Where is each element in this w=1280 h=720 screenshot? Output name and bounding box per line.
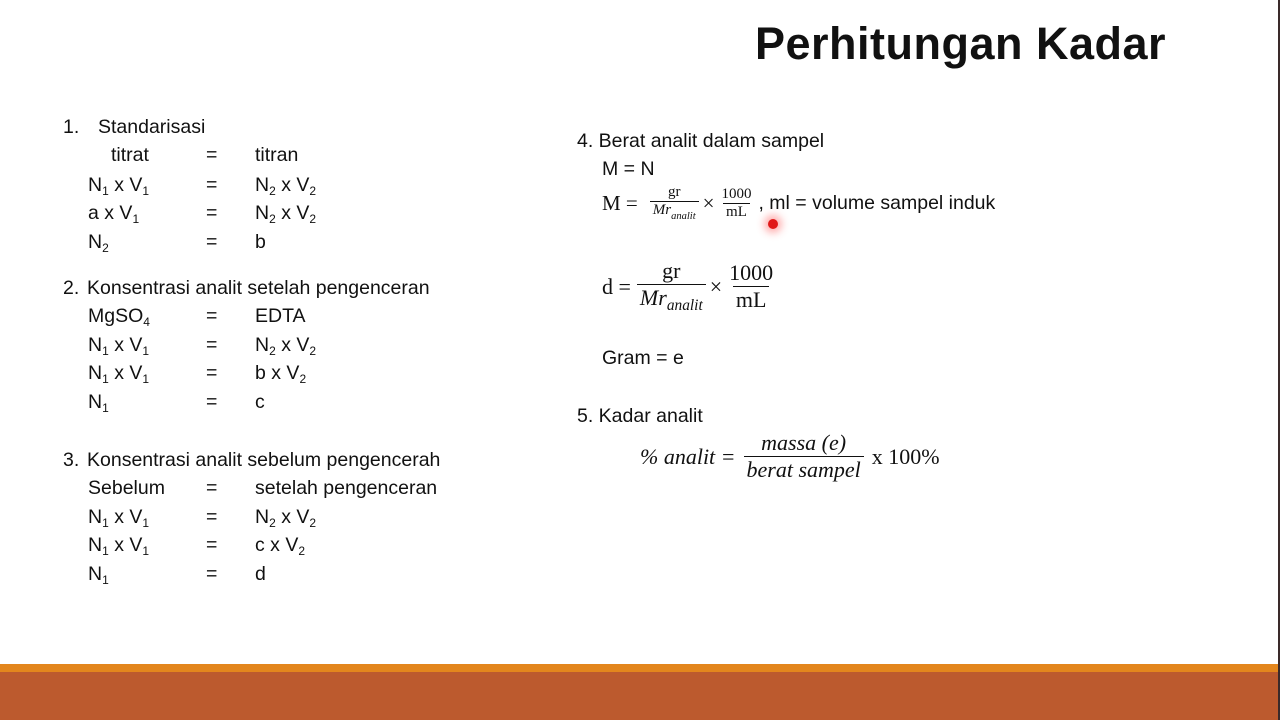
subscript: 2 xyxy=(269,183,276,198)
denominator: Mr xyxy=(639,285,667,310)
section-4-heading: 4. Berat analit dalam sampel xyxy=(577,130,825,152)
subscript: 1 xyxy=(142,515,150,530)
row-left: $N_1$ x $V_1$ xyxy=(88,173,150,198)
formula-note: , ml = volume sampel induk xyxy=(758,191,996,214)
equals-sign: = xyxy=(206,202,218,225)
subscript: 2 xyxy=(269,212,276,227)
equals-sign: = xyxy=(206,362,218,385)
equals-sign: = xyxy=(206,144,218,166)
row-left: Sebelum xyxy=(88,477,165,499)
equals-sign: = xyxy=(206,563,218,586)
row-right: titran xyxy=(255,144,299,166)
formula-kadar xyxy=(640,430,940,483)
row-left: $N_1$ xyxy=(88,563,109,588)
denominator: Mr xyxy=(652,202,672,218)
section-heading: Konsentrasi analit setelah pengenceran xyxy=(87,277,430,299)
denominator: mL xyxy=(733,286,770,313)
row-left: $N_1$ x $V_1$ xyxy=(88,534,150,559)
subscript: 1 xyxy=(142,372,150,387)
subscript: 2 xyxy=(309,183,317,198)
equals-sign: = xyxy=(206,173,218,196)
numerator: 1000 xyxy=(729,260,774,285)
subscript: 2 xyxy=(298,544,306,559)
numerator: 1000 xyxy=(721,185,752,202)
formula-lhs: d = xyxy=(602,273,631,299)
subscript: 1 xyxy=(102,544,109,559)
row-right: d xyxy=(255,563,266,586)
subscript: 2 xyxy=(309,343,317,358)
row-right: $N_2$ x $V_2$ xyxy=(255,333,317,358)
formula-lhs: % analit = xyxy=(640,443,736,469)
section-number: 3. xyxy=(63,449,80,471)
subscript: 1 xyxy=(102,183,109,198)
subscript: 1 xyxy=(142,343,150,358)
formula-lhs: M = xyxy=(602,190,638,215)
times-sign: × xyxy=(709,273,723,299)
equals-sign: = xyxy=(206,391,218,414)
subscript: 1 xyxy=(102,343,109,358)
row-left: $N_1$ xyxy=(88,391,109,416)
row-left: a x $V_1$ xyxy=(88,202,140,227)
subscript: 2 xyxy=(299,372,307,387)
footer-bar xyxy=(0,672,1280,720)
section-number: 2. xyxy=(63,277,80,299)
equals-sign: = xyxy=(206,477,218,499)
row-left: titrat xyxy=(111,144,149,166)
equals-sign: = xyxy=(206,231,218,254)
subscript: 2 xyxy=(269,343,276,358)
denominator: mL xyxy=(723,203,750,221)
subscript: 1 xyxy=(132,212,140,227)
equals-sign: = xyxy=(206,534,218,557)
section-heading: Konsentrasi analit sebelum pengencerah xyxy=(87,449,441,471)
equals-sign: = xyxy=(206,305,218,327)
denominator: berat sampel xyxy=(744,456,864,483)
denominator-sub: analit xyxy=(666,297,703,314)
laser-pointer-icon xyxy=(768,219,778,229)
row-left: $N_1$ x $V_1$ xyxy=(88,362,150,387)
gram-line: Gram = e xyxy=(602,347,684,369)
subscript: 1 xyxy=(102,515,109,530)
formula-d xyxy=(602,258,780,315)
formula-suffix: x 100% xyxy=(871,443,940,469)
row-right: $N_2$ x $V_2$ xyxy=(255,202,317,227)
row-right: b xyxy=(255,231,266,254)
section-number: 1. xyxy=(63,116,80,138)
row-right: c xyxy=(255,391,265,414)
numerator: gr xyxy=(667,184,681,200)
section-heading: Standarisasi xyxy=(98,116,206,138)
row-right: $N_2$ x $V_2$ xyxy=(255,173,317,198)
subscript: 1 xyxy=(142,183,150,198)
slide-title: Perhitungan Kadar xyxy=(755,18,1167,69)
equals-sign: = xyxy=(206,333,218,356)
subscript: 2 xyxy=(309,212,317,227)
subscript: 1 xyxy=(102,401,109,416)
row-right: EDTA xyxy=(255,305,306,327)
row-left: $N_1$ x $V_1$ xyxy=(88,333,150,358)
subscript: 2 xyxy=(309,515,317,530)
row-right: setelah pengenceran xyxy=(255,477,438,499)
subscript: 4 xyxy=(143,315,150,329)
accent-strip xyxy=(0,664,1280,672)
subscript: 2 xyxy=(102,241,109,256)
m-equals-n: M = N xyxy=(602,158,655,180)
row-right: b x $V_2$ xyxy=(255,362,307,387)
numerator: gr xyxy=(662,258,681,283)
subscript: 1 xyxy=(102,573,109,588)
row-right: $N_2$ x $V_2$ xyxy=(255,505,317,530)
subscript: 1 xyxy=(102,372,109,387)
row-left: $N_1$ x $V_1$ xyxy=(88,505,150,530)
equals-sign: = xyxy=(206,505,218,528)
numerator: massa (e) xyxy=(761,430,847,455)
section-5-heading: 5. Kadar analit xyxy=(577,405,703,427)
formula-molarity xyxy=(602,184,995,222)
subscript: 1 xyxy=(142,544,150,559)
row-right: c x $V_2$ xyxy=(255,534,306,559)
row-left: $N_2$ xyxy=(88,231,109,256)
row-left: MgSO$_4$ xyxy=(88,305,150,329)
denominator-sub: analit xyxy=(671,211,696,222)
times-sign: × xyxy=(702,190,715,215)
subscript: 2 xyxy=(269,515,276,530)
